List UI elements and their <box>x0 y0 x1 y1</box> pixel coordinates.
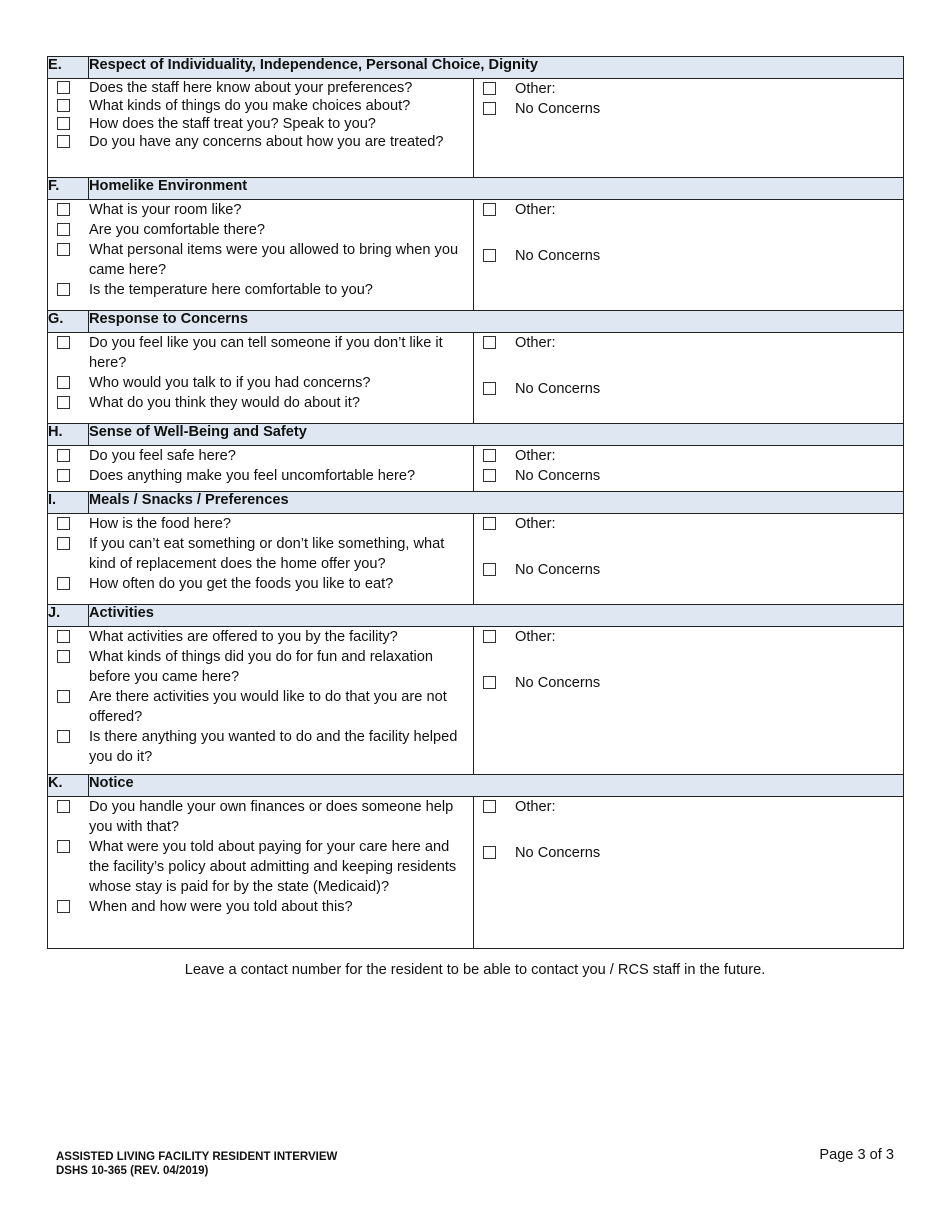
section-title: Activities <box>89 605 904 627</box>
question-item <box>48 466 473 486</box>
question-text: Do you feel like you can tell someone if you don’t like it here? <box>89 335 443 371</box>
question-text: Is there anything you wanted to do and the facility helped you do it? <box>89 729 458 765</box>
questions-cell <box>48 333 474 424</box>
question-text: What were you told about paying for your care here and the facility’s policy about admitting and keeping residents whose stay is paid for by the state (Medicaid)? <box>89 839 457 895</box>
other-option[interactable] <box>474 514 903 534</box>
options-cell <box>474 333 904 424</box>
interview-form-table <box>47 56 904 949</box>
no-concerns-checkbox[interactable] <box>483 563 496 576</box>
other-label: Other: <box>515 629 556 645</box>
question-text: What do you think they would do about it? <box>89 395 360 411</box>
question-checkbox[interactable] <box>57 840 70 853</box>
other-option[interactable] <box>474 333 903 353</box>
no-concerns-label: No Concerns <box>515 675 601 691</box>
no-concerns-option[interactable] <box>474 466 903 486</box>
section-h-body <box>48 446 904 492</box>
question-checkbox[interactable] <box>57 336 70 349</box>
section-j-header <box>48 605 904 627</box>
section-f-header <box>48 178 904 200</box>
question-text: What is your room like? <box>89 202 242 218</box>
section-i-body <box>48 514 904 605</box>
other-option[interactable] <box>474 446 903 466</box>
question-text: What personal items were you allowed to bring when you came here? <box>89 242 459 278</box>
question-checkbox[interactable] <box>57 243 70 256</box>
question-checkbox[interactable] <box>57 690 70 703</box>
question-item <box>48 627 473 647</box>
other-label: Other: <box>515 335 556 351</box>
question-item <box>48 280 473 300</box>
other-option[interactable] <box>474 200 903 220</box>
other-checkbox[interactable] <box>483 630 496 643</box>
question-checkbox[interactable] <box>57 396 70 409</box>
other-checkbox[interactable] <box>483 82 496 95</box>
question-checkbox[interactable] <box>57 650 70 663</box>
section-g-body <box>48 333 904 424</box>
no-concerns-label: No Concerns <box>515 468 601 484</box>
section-k-header <box>48 775 904 797</box>
question-item <box>48 647 473 687</box>
section-letter: K. <box>48 775 89 797</box>
questions-cell <box>48 446 474 492</box>
question-item <box>48 79 473 97</box>
no-concerns-label: No Concerns <box>515 562 601 578</box>
question-item <box>48 797 473 837</box>
question-item <box>48 97 473 115</box>
no-concerns-option[interactable] <box>474 560 903 580</box>
question-item <box>48 687 473 727</box>
section-e-body <box>48 79 904 178</box>
no-concerns-option[interactable] <box>474 843 903 863</box>
question-item <box>48 837 473 897</box>
other-option[interactable] <box>474 627 903 647</box>
question-item <box>48 897 473 917</box>
question-item <box>48 393 473 413</box>
question-text: Who would you talk to if you had concerns? <box>89 375 371 391</box>
question-checkbox[interactable] <box>57 81 70 94</box>
section-title: Homelike Environment <box>89 178 904 200</box>
section-letter: F. <box>48 178 89 200</box>
other-option[interactable] <box>474 79 903 99</box>
question-item <box>48 240 473 280</box>
other-checkbox[interactable] <box>483 800 496 813</box>
question-checkbox[interactable] <box>57 469 70 482</box>
question-checkbox[interactable] <box>57 99 70 112</box>
question-text: If you can’t eat something or don’t like something, what kind of replacement does the home offer you? <box>89 536 445 572</box>
section-title: Sense of Well-Being and Safety <box>89 424 904 446</box>
question-text: Are there activities you would like to do that you are not offered? <box>89 689 447 725</box>
question-item <box>48 727 473 767</box>
section-g-header <box>48 311 904 333</box>
no-concerns-label: No Concerns <box>515 248 601 264</box>
no-concerns-option[interactable] <box>474 673 903 693</box>
no-concerns-option[interactable] <box>474 246 903 266</box>
footer-form-info <box>56 1150 337 1178</box>
options-cell <box>474 446 904 492</box>
question-text: What activities are offered to you by the facility? <box>89 629 398 645</box>
question-text: How does the staff treat you? Speak to you? <box>89 116 376 132</box>
other-checkbox[interactable] <box>483 336 496 349</box>
no-concerns-checkbox[interactable] <box>483 249 496 262</box>
other-label: Other: <box>515 799 556 815</box>
options-cell <box>474 627 904 775</box>
question-item <box>48 373 473 393</box>
question-item <box>48 115 473 133</box>
questions-cell <box>48 514 474 605</box>
question-text: Do you feel safe here? <box>89 448 236 464</box>
section-letter: G. <box>48 311 89 333</box>
questions-cell <box>48 797 474 949</box>
question-text: Do you have any concerns about how you are treated? <box>89 134 444 150</box>
section-title: Respect of Individuality, Independence, Personal Choice, Dignity <box>89 57 904 79</box>
question-checkbox[interactable] <box>57 117 70 130</box>
question-text: When and how were you told about this? <box>89 899 353 915</box>
question-checkbox[interactable] <box>57 283 70 296</box>
section-f-body <box>48 200 904 311</box>
other-option[interactable] <box>474 797 903 817</box>
page-number: Page 3 of 3 <box>819 1147 894 1163</box>
question-text: How often do you get the foods you like to eat? <box>89 576 394 592</box>
no-concerns-label: No Concerns <box>515 845 601 861</box>
question-text: Is the temperature here comfortable to you? <box>89 282 373 298</box>
section-h-header <box>48 424 904 446</box>
no-concerns-checkbox[interactable] <box>483 846 496 859</box>
question-checkbox[interactable] <box>57 376 70 389</box>
question-text: Do you handle your own finances or does someone help you with that? <box>89 799 454 835</box>
section-title: Response to Concerns <box>89 311 904 333</box>
question-item <box>48 333 473 373</box>
section-letter: I. <box>48 492 89 514</box>
form-title: ASSISTED LIVING FACILITY RESIDENT INTERVIEW <box>56 1151 338 1163</box>
contact-note: Leave a contact number for the resident to be able to contact you / RCS staff in the future. <box>184 962 766 978</box>
question-checkbox[interactable] <box>57 517 70 530</box>
no-concerns-checkbox[interactable] <box>483 469 496 482</box>
section-e-header <box>48 57 904 79</box>
question-checkbox[interactable] <box>57 223 70 236</box>
section-title: Notice <box>89 775 904 797</box>
section-letter: J. <box>48 605 89 627</box>
question-item <box>48 534 473 574</box>
question-checkbox[interactable] <box>57 203 70 216</box>
section-k-body <box>48 797 904 949</box>
question-checkbox[interactable] <box>57 537 70 550</box>
question-text: What kinds of things did you do for fun and relaxation before you came here? <box>89 649 433 685</box>
section-title: Meals / Snacks / Preferences <box>89 492 904 514</box>
no-concerns-label: No Concerns <box>515 381 601 397</box>
options-cell <box>474 200 904 311</box>
no-concerns-label: No Concerns <box>515 101 601 117</box>
question-checkbox[interactable] <box>57 730 70 743</box>
questions-cell <box>48 200 474 311</box>
question-item <box>48 446 473 466</box>
question-checkbox[interactable] <box>57 577 70 590</box>
question-checkbox[interactable] <box>57 135 70 148</box>
questions-cell <box>48 79 474 178</box>
options-cell <box>474 797 904 949</box>
section-letter: E. <box>48 57 89 79</box>
question-item <box>48 220 473 240</box>
question-checkbox[interactable] <box>57 630 70 643</box>
section-letter: H. <box>48 424 89 446</box>
other-label: Other: <box>515 81 556 97</box>
question-text: Does anything make you feel uncomfortable here? <box>89 468 416 484</box>
question-checkbox[interactable] <box>57 800 70 813</box>
section-i-header <box>48 492 904 514</box>
no-concerns-option[interactable] <box>474 379 903 399</box>
question-checkbox[interactable] <box>57 449 70 462</box>
no-concerns-checkbox[interactable] <box>483 382 496 395</box>
other-label: Other: <box>515 448 556 464</box>
no-concerns-checkbox[interactable] <box>483 102 496 115</box>
other-checkbox[interactable] <box>483 449 496 462</box>
other-checkbox[interactable] <box>483 203 496 216</box>
question-text: What kinds of things do you make choices about? <box>89 98 411 114</box>
question-item <box>48 133 473 151</box>
question-text: How is the food here? <box>89 516 231 532</box>
form-number: DSHS 10-365 (REV. 04/2019) <box>56 1165 209 1177</box>
options-cell <box>474 79 904 178</box>
question-item <box>48 574 473 594</box>
section-j-body <box>48 627 904 775</box>
questions-cell <box>48 627 474 775</box>
question-text: Does the staff here know about your preferences? <box>89 80 413 96</box>
question-item <box>48 200 473 220</box>
question-item <box>48 514 473 534</box>
options-cell <box>474 514 904 605</box>
question-checkbox[interactable] <box>57 900 70 913</box>
question-text: Are you comfortable there? <box>89 222 266 238</box>
other-label: Other: <box>515 516 556 532</box>
no-concerns-checkbox[interactable] <box>483 676 496 689</box>
other-label: Other: <box>515 202 556 218</box>
no-concerns-option[interactable] <box>474 99 903 119</box>
other-checkbox[interactable] <box>483 517 496 530</box>
